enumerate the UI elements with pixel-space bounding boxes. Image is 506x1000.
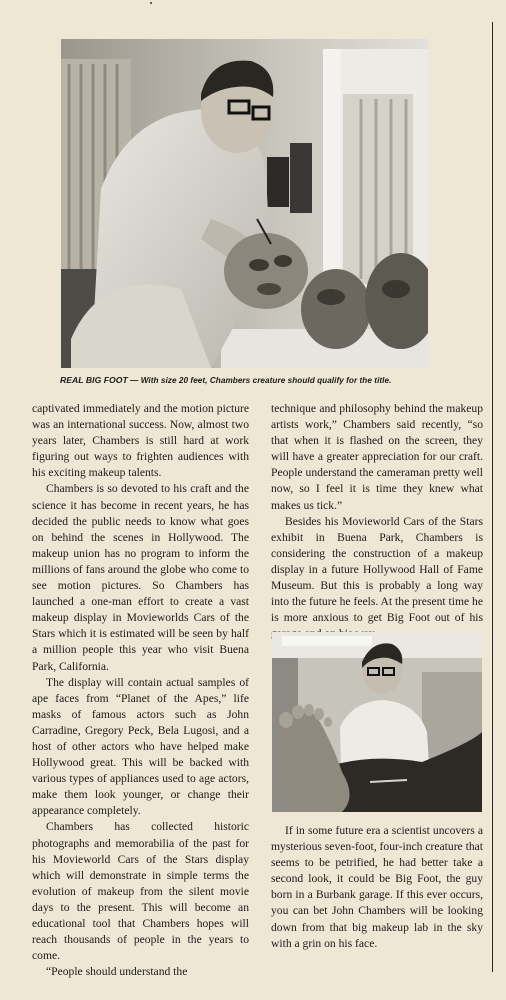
paragraph: Chambers has collected historic photographs and memorabilia of the past for his Movieworld Cars of the Stars display which will demonstrate in simple terms the evolution of makeup from the silent movie days to the present. This will become an educational tool that Chambers hopes will reach thousands of people in the years to come.: [32, 820, 249, 963]
print-speck: [150, 2, 152, 4]
paragraph: Besides his Movieworld Cars of the Stars exhibit in Buena Park, Chambers is considering the construction of a makeup display in a future Hollywood Hall of Fame Museum. But this is probably a long way into the future he feels. At the present time he is more anxious to get Big Foot out of his: [271, 514, 483, 625]
photo-chambers-sculpting-masks: [61, 39, 428, 368]
caption-text: — With size 20 feet, Chambers creature should qualify for the title.: [127, 376, 392, 385]
article-column-right-bottom: [271, 823, 483, 952]
paragraph: “People should understand the: [46, 965, 188, 979]
article-column-left: [32, 401, 249, 980]
photo-chambers-with-big-foot: [272, 632, 482, 812]
article-column-right-top: [271, 401, 483, 642]
column-rule: [492, 22, 493, 972]
photo-caption: [60, 375, 440, 385]
paragraph: captivated immediately and the motion picture was an international success. Now, almost two years later, Chambers is still hard at work figuring out ways to frighten audiences with his exciting makeup talents.: [32, 402, 249, 480]
paragraph: The display will contain actual samples of ape faces from “Planet of the Apes,” life masks of famous actors such as John Carradine, Gregory Peck, Bela Lugosi, and a host of other actors who have helped make Hollywood great. This will be backed with various types of appliances used to age actors, make them look younger, or change their appearance completely.: [32, 675, 249, 818]
paragraph: Chambers is so devoted to his craft and the science it has become in recent years, he has decided the public needs to know what goes on behind the scenes in Hollywood. The makeup union has no program to inform the millions of fans around the globe who come to see motion pictures. So Chambers has launched a one-man effort to create a vast makeup display in Movieworlds Cars of the Stars which it is estimated will be seen by half a million people this year who visit Buena Park, California.: [32, 482, 249, 673]
paragraph: If in some future era a scientist uncovers a mysterious seven-foot, four-inch creature that seems to be petrified, he had better take a second look, it could be Big Foot, the guy born in a Burbank garage. If this ever occurs, you can bet John Chambers will be looking down from that big makeup lab in the sky with a grin on his face.: [271, 824, 483, 950]
paragraph: technique and philosophy behind the makeup artists work,” Chambers said recently, “so that when it is flashed on the screen, they will have a greater appreciation for our craft. People understand the cameraman pretty well now, so I feel it is time they knew what makes us tick.”: [271, 402, 483, 512]
caption-headline: REAL BIG FOOT: [60, 375, 128, 385]
